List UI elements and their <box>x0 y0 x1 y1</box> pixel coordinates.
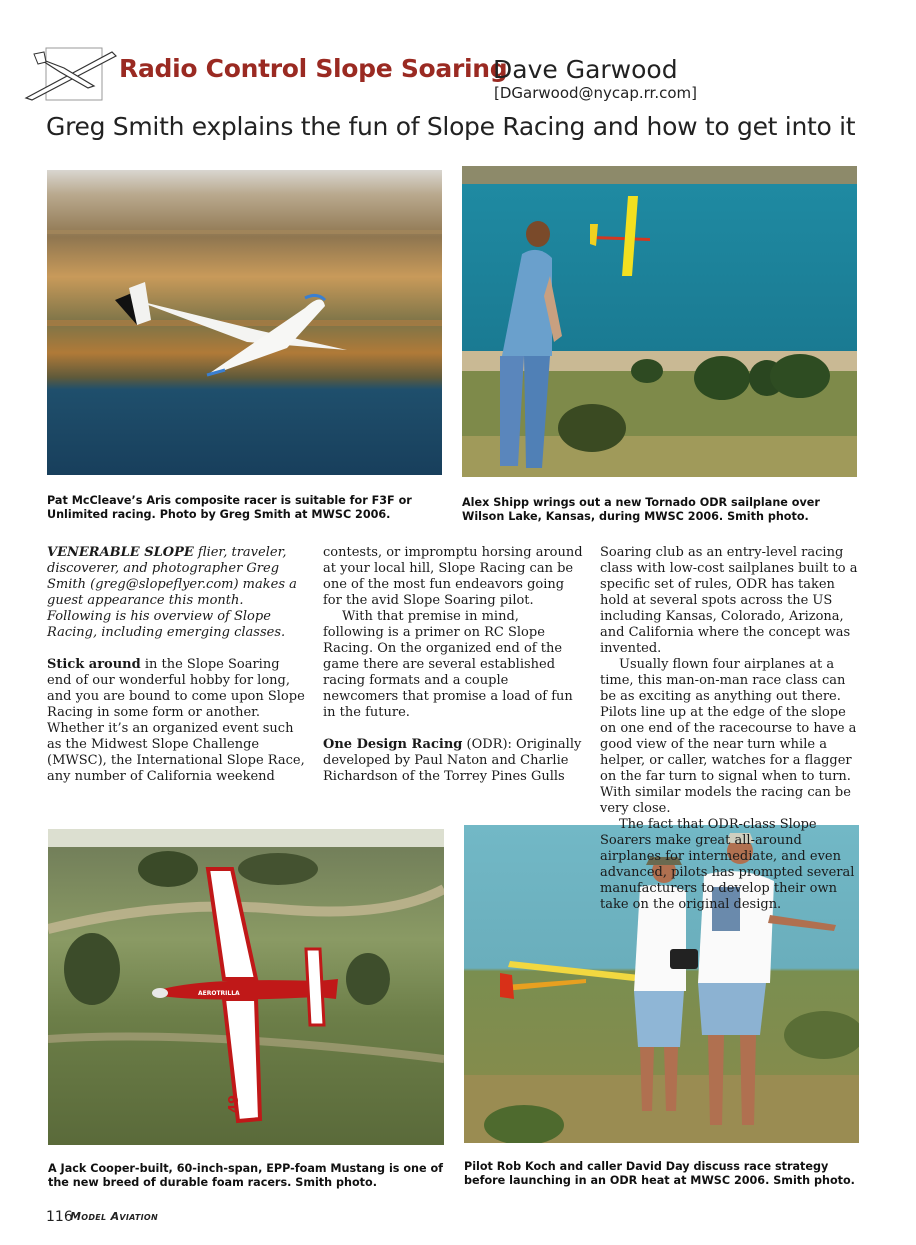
photo-alex-shipp <box>462 166 857 477</box>
paragraph-text: (ODR): Originally developed by Paul Naton and Charlie Richardson of the Torrey Pines Gulls <box>323 737 582 784</box>
photo-aris-racer <box>47 170 442 475</box>
body-paragraph: With that premise in mind, following is a primer on RC Slope Racing. On the organized end of the game there are several established racing formats and a couple newcomers that promise a load of fun in the future. <box>323 609 573 720</box>
glider-logo-icon <box>24 46 118 102</box>
author-name: Dave Garwood <box>493 55 678 84</box>
plane-number: 49 <box>227 1094 242 1113</box>
intro-text: flier, traveler, discoverer, and photographer Greg Smith (greg@slopeflyer.com) makes a guest appearance this month. Following is his overview of Slope Racing, including emerging classes. <box>47 545 297 640</box>
photo-caption: Pilot Rob Koch and caller David Day discuss race strategy before launching in an ODR heat at MWSC 2006. Smith photo. <box>464 1160 855 1187</box>
intro-lead: VENERABLE SLOPE <box>47 545 194 560</box>
intro-paragraph <box>47 545 305 641</box>
article-column-1 <box>47 545 305 785</box>
body-paragraph-continued: contests, or impromptu horsing around at your local hill, Slope Racing can be one of the most fun endeavors going for the avid Slope Soaring pilot. <box>323 545 583 608</box>
body-paragraph <box>47 657 305 785</box>
photo-caption: Pat McCleave’s Aris composite racer is suitable for F3F or Unlimited racing. Photo by Greg Smith at MWSC 2006. <box>47 494 412 521</box>
paragraph-text: in the Slope Soaring end of our wonderful hobby for long, and you are bound to come upon Slope Racing in some form or another. Whether it’s an organized event such as the Midwest Slope Challenge (MWSC), the International Slope Race, any number of California weekend <box>47 657 305 784</box>
paragraph-lead: One Design Racing <box>323 737 463 752</box>
photo-mustang-racer <box>48 829 444 1145</box>
body-paragraph <box>323 737 583 785</box>
article-column-2 <box>323 545 583 785</box>
author-email: [DGarwood@nycap.rr.com] <box>494 84 697 102</box>
body-paragraph-continued: Soaring club as an entry-level racing class with low-cost sailplanes built to a specific set of rules, ODR has taken hold at several spots across the US including Kansas, Colorado, Arizona, and California where the concept was invented. <box>600 545 858 656</box>
paragraph-lead: Stick around <box>47 657 141 672</box>
magazine-name: Model Aviation <box>70 1210 159 1223</box>
plane-fuselage-text: AEROTRILLA <box>198 990 240 997</box>
section-title: Radio Control Slope Soaring <box>119 54 508 83</box>
article-headline: Greg Smith explains the fun of Slope Racing and how to get into it <box>46 112 856 141</box>
article-column-3 <box>600 545 860 913</box>
photo-caption: A Jack Cooper-built, 60-inch-span, EPP-foam Mustang is one of the new breed of durable foam racers. Smith photo. <box>48 1162 444 1189</box>
photo-caption: Alex Shipp wrings out a new Tornado ODR sailplane over Wilson Lake, Kansas, during MWSC 2006. Smith photo. <box>462 496 820 523</box>
body-paragraph: The fact that ODR-class Slope Soarers make great all-around airplanes for intermediate, and even advanced, pilots has prompted several manufacturers to develop their own take on the original design. <box>600 817 855 912</box>
page-number: 116 <box>46 1209 73 1225</box>
body-paragraph: Usually flown four airplanes at a time, this man-on-man race class can be as exciting as anything out there. Pilots line up at the edge of the slope on one end of the racecourse to have a good view of the near turn while a helper, or caller, watches for a flagger on the far turn to signal when to turn. With similar models the racing can be very close. <box>600 657 857 816</box>
